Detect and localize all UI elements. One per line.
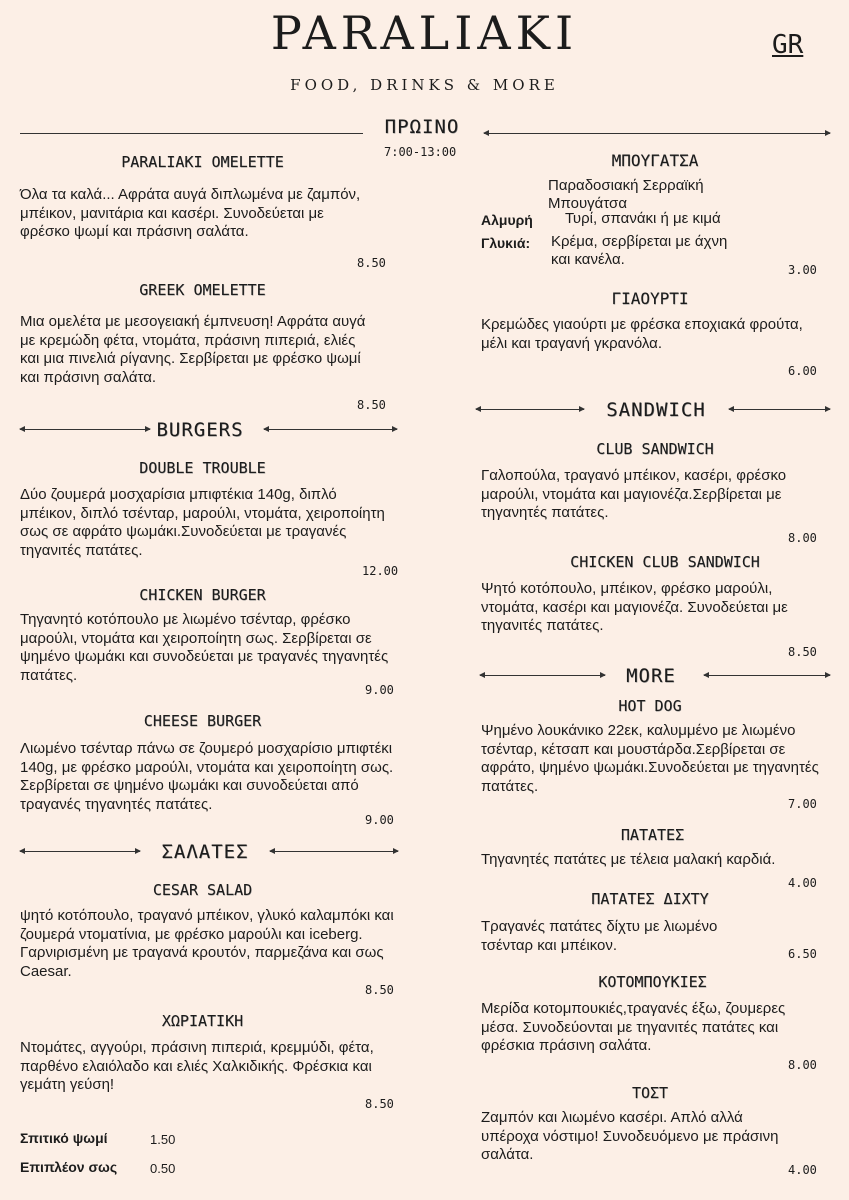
extra-label: Σπιτικό ψωμί: [20, 1130, 108, 1146]
item-description: Τηγανητές πατάτες με τέλεια μαλακή καρδιά.: [481, 851, 776, 868]
item-description: Ντομάτες, αγγούρι, πράσινη πιπεριά, κρεμμύδι, φέτα, παρθένο ελαιόλαδο και ελιές Χαλκιδικής. Φρέσκια και γεμάτη γεύση!: [20, 1039, 374, 1093]
extra-price: 0.50: [150, 1161, 176, 1176]
item-title: CESAR SALAD: [152, 881, 253, 899]
item-description: ψητό κοτόπουλο, τραγανό μπέικον, γλυκό καλαμπόκι και ζουμερά ντοματίνια, με φρέσκο μαρούλι και iceberg. Γαρνιρισμένη με τραγανά κρουτόν, παρμεζάνα και σως Caesar.: [20, 907, 394, 980]
item-title: ΠΑΤΑΤΕΣ: [620, 826, 685, 844]
item-price: 8.50: [357, 398, 386, 412]
section-title-salads: ΣΑΛΑΤΕΣ: [161, 841, 249, 863]
language-toggle[interactable]: GR: [772, 30, 804, 60]
item-title: GREEK OMELETTE: [139, 281, 266, 299]
item-description: Μερίδα κοτομπουκιές,τραγανές έξω, ζουμερες μέσα. Συνοδεύονται με τηγανιτές πατάτες και φρέσκια πράσινη σαλάτα.: [481, 1000, 786, 1054]
bougatsa-subtitle: Παραδοσιακή Σερραϊκή: [548, 177, 704, 194]
item-description: Τραγανές πατάτες δίχτυ με λιωμένο τσένταρ και μπέικον.: [481, 918, 718, 954]
item-price: 6.50: [788, 947, 817, 961]
item-title: ΠΑΤΑΤΕΣ ΔΙΧΤΥ: [591, 890, 709, 908]
item-description: Ψητό κοτόπουλο, μπέικον, φρέσκο μαρούλι, ντομάτα, κασέρι και μαγιονέζα. Συνοδεύεται με τηγανιτές πατάτες.: [481, 580, 788, 634]
breakfast-hours: 7:00-13:00: [384, 145, 457, 159]
item-price: 8.50: [365, 1097, 394, 1111]
bougatsa-salty-desc: Τυρί, σπανάκι ή με κιμά: [565, 210, 721, 227]
item-price: 8.50: [788, 645, 817, 659]
bougatsa-sweet-desc: Κρέμα, σερβίρεται με άχνη: [551, 233, 728, 250]
item-price: 12.00: [362, 564, 399, 578]
item-description: Γαλοπούλα, τραγανό μπέικον, κασέρι, φρέσκο μαρούλι, ντομάτα και μαγιονέζα.Σερβίρεται με τηγανητές πατάτες.: [481, 467, 787, 521]
item-price: 7.00: [788, 797, 817, 811]
section-title-burgers: BURGERS: [156, 419, 244, 441]
item-title: PARALIAKI OMELETTE: [121, 153, 284, 171]
item-title: DOUBLE TROUBLE: [139, 459, 266, 477]
item-price: 3.00: [788, 263, 817, 277]
brand-tagline: FOOD, DRINKS & MORE: [290, 76, 559, 94]
divider-arrow: [484, 133, 830, 134]
divider-arrow: [20, 429, 150, 430]
brand-title: PARALIAKI: [270, 6, 579, 60]
item-description: Κρεμώδες γιαούρτι με φρέσκα εποχιακά φρούτα, μέλι και τραγανή γκρανόλα.: [481, 316, 803, 352]
item-price: 8.00: [788, 1058, 817, 1072]
item-title: CHICKEN CLUB SANDWICH: [570, 553, 760, 571]
divider-arrow: [270, 851, 398, 852]
item-price: 8.50: [357, 256, 386, 270]
extra-price: 1.50: [150, 1132, 176, 1147]
divider-arrow: [20, 851, 140, 852]
item-description: Όλα τα καλά... Αφράτα αυγά διπλωμένα με ζαμπόν, μπέικον, μανιτάρια και κασέρι. Συνοδεύεται με φρέσκο ψωμί και πράσινη σαλάτα.: [20, 186, 361, 240]
item-description: Ζαμπόν και λιωμένο κασέρι. Απλό αλλά υπέροχα νόστιμο! Συνοδευόμενο με πράσινη σαλάτα.: [481, 1109, 779, 1163]
item-title: CHICKEN BURGER: [139, 586, 266, 604]
section-title-breakfast: ΠΡΩΙΝΟ: [384, 116, 460, 138]
item-description: Ψημένο λουκάνικο 22εκ, καλυμμένο με λιωμένο τσένταρ, κέτσαπ και μουστάρδα.Σερβίρεται σε αφράτο, ψημένο ψωμάκι.Συνοδεύεται με τηγανητές πατάτες.: [481, 722, 819, 795]
item-title: ΓΙΑΟΥΡΤΙ: [611, 289, 689, 308]
bougatsa-sweet-label: Γλυκιά:: [481, 235, 531, 251]
item-title: ΤΟΣΤ: [631, 1084, 669, 1102]
bougatsa-salty-label: Αλμυρή: [481, 212, 533, 228]
section-title-more: MORE: [626, 665, 676, 687]
item-title: ΚΟΤΟΜΠΟΥΚΙΕΣ: [598, 973, 707, 991]
item-title: ΜΠΟΥΓΑΤΣΑ: [611, 151, 699, 170]
divider-arrow: [729, 409, 830, 410]
bougatsa-subtitle: Μπουγάτσα: [548, 195, 627, 212]
item-title: CLUB SANDWICH: [596, 440, 714, 458]
item-title: ΧΩΡΙΑΤΙΚΗ: [161, 1012, 244, 1030]
item-price: 4.00: [788, 1163, 817, 1177]
item-price: 9.00: [365, 683, 394, 697]
item-description: Δύο ζουμερά μοσχαρίσια μπιφτέκια 140g, διπλό μπέικον, διπλό τσένταρ, μαρούλι, ντομάτα, χειροποίητη σως σε αφράτο ψωμάκι.Συνοδεύεται με τραγανές τηγανιτές πατάτες.: [20, 486, 385, 559]
divider-line: [20, 133, 363, 134]
extra-label: Επιπλέον σως: [20, 1159, 118, 1175]
divider-arrow: [480, 675, 605, 676]
item-title: HOT DOG: [618, 697, 682, 715]
item-description: Μια ομελέτα με μεσογειακή έμπνευση! Αφράτα αυγά με κρεμώδη φέτα, ντομάτα, πράσινη πιπεριά, ελιές και μια πινελιά ρίγανης. Σερβίρεται με φρέσκο ψωμί και πράσινη σαλάτα.: [20, 313, 366, 386]
section-title-sandwich: SANDWICH: [606, 399, 706, 421]
divider-arrow: [264, 429, 397, 430]
item-price: 8.50: [365, 983, 394, 997]
item-price: 6.00: [788, 364, 817, 378]
divider-arrow: [704, 675, 830, 676]
item-price: 8.00: [788, 531, 817, 545]
bougatsa-sweet-desc: και κανέλα.: [551, 251, 625, 268]
item-price: 4.00: [788, 876, 817, 890]
item-price: 9.00: [365, 813, 394, 827]
item-title: CHEESE BURGER: [143, 712, 262, 730]
item-description: Τηγανητό κοτόπουλο με λιωμένο τσένταρ, φρέσκο μαρούλι, ντομάτα και χειροποίητη σως. Σερβίρεται σε ψημένο ψωμάκι και συνοδεύεται με τραγανές τηγανητές πατάτες.: [20, 611, 389, 684]
item-description: Λιωμένο τσένταρ πάνω σε ζουμερό μοσχαρίσιο μπιφτέκι 140g, με φρέσκο μαρούλι, ντομάτα και χειροποίητη σως. Σερβίρεται σε ψημένο ψωμάκι και συνοδεύεται από τραγανές τηγανητές πατάτες.: [20, 740, 394, 813]
divider-arrow: [476, 409, 584, 410]
